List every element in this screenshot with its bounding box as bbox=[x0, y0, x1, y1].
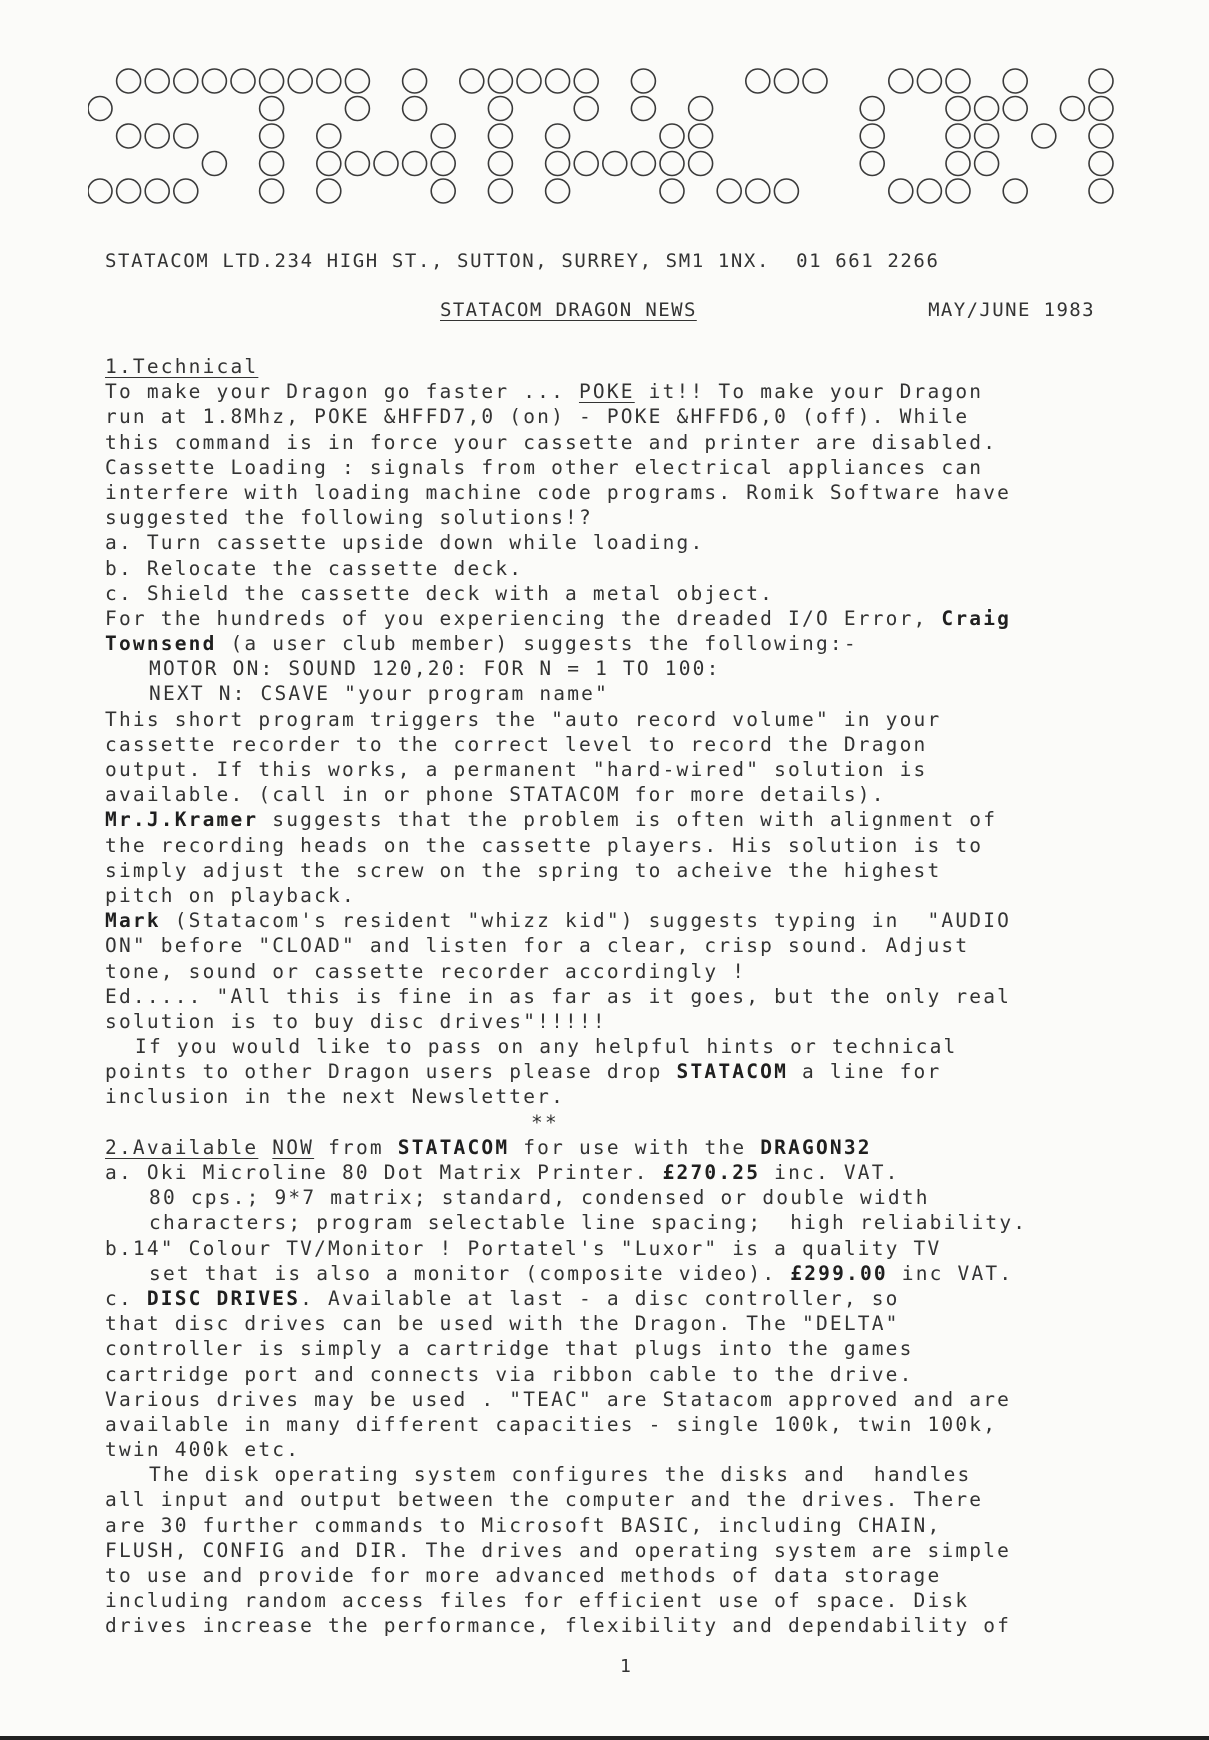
logo-dot bbox=[403, 152, 427, 176]
logo-dot bbox=[631, 69, 655, 93]
code-line: NEXT N: CSAVE "your program name" bbox=[149, 682, 610, 706]
logo-dot bbox=[403, 97, 427, 121]
text-line: Cassette Loading : signals from other electrical appliances can bbox=[105, 455, 984, 479]
text-line: controller is simply a cartridge that plugs into the games bbox=[105, 1337, 914, 1361]
logo-dot bbox=[803, 69, 827, 93]
logo-dot bbox=[431, 152, 455, 176]
section-heading-available: 2.Available NOW from STATACOM for use with the DRAGON32 bbox=[105, 1135, 872, 1159]
logo-dot bbox=[631, 152, 655, 176]
text-line: For the hundreds of you experiencing the dreaded I/O Error, Craig bbox=[105, 606, 1012, 630]
logo-dot bbox=[975, 152, 999, 176]
logo-dot bbox=[774, 69, 798, 93]
logo-dot bbox=[946, 124, 970, 148]
text-line: that disc drives can be used with the Dragon. The "DELTA" bbox=[105, 1312, 900, 1336]
text-line: all input and output between the computer and the drives. There bbox=[105, 1488, 984, 1512]
logo-dot bbox=[488, 69, 512, 93]
logo-dot bbox=[889, 69, 913, 93]
logo-dot bbox=[946, 69, 970, 93]
text-line: set that is also a monitor (composite video). £299.00 inc VAT. bbox=[149, 1261, 1014, 1285]
text-line: suggested the following solutions!? bbox=[105, 506, 593, 530]
text-line: inclusion in the next Newsletter. bbox=[105, 1085, 566, 1109]
newsletter-title-row bbox=[105, 299, 1095, 329]
logo-dot bbox=[1060, 97, 1084, 121]
logo-dot bbox=[317, 179, 341, 203]
logo-dot bbox=[975, 97, 999, 121]
logo-dot bbox=[345, 152, 369, 176]
text-line: this command is in force your cassette and printer are disabled. bbox=[105, 430, 998, 454]
logo-dot bbox=[1003, 69, 1027, 93]
logo-dot bbox=[546, 152, 570, 176]
logo-dot bbox=[317, 152, 341, 176]
logo-dot bbox=[88, 97, 112, 121]
product-item-monitor: b.14" Colour TV/Monitor ! Portatel's "Luxor" is a quality TV bbox=[105, 1236, 942, 1260]
logo-dot bbox=[317, 124, 341, 148]
text-line: including random access files for efficient use of space. Disk bbox=[105, 1589, 970, 1613]
company-address-line bbox=[105, 250, 940, 272]
text-line: solution is to buy disc drives"!!!!! bbox=[105, 1009, 607, 1033]
logo-dot bbox=[260, 97, 284, 121]
logo-dot bbox=[689, 152, 713, 176]
text-line: Mark (Statacom's resident "whizz kid") suggests typing in "AUDIO bbox=[105, 909, 1012, 933]
logo-dot bbox=[488, 179, 512, 203]
logo-dot bbox=[746, 179, 770, 203]
logo-dot bbox=[946, 97, 970, 121]
logo-dot bbox=[917, 69, 941, 93]
logo-dot bbox=[546, 69, 570, 93]
issue-date: MAY/JUNE 1983 bbox=[928, 299, 1095, 321]
text-line: characters; program selectable line spacing; high reliability. bbox=[149, 1211, 1028, 1235]
text-line: Mr.J.Kramer suggests that the problem is often with alignment of bbox=[105, 808, 998, 832]
logo-dot bbox=[260, 152, 284, 176]
text-line: This short program triggers the "auto record volume" in your bbox=[105, 707, 942, 731]
text-line: twin 400k etc. bbox=[105, 1438, 301, 1462]
statacom-dot-matrix-logo bbox=[88, 68, 1128, 218]
logo-dot bbox=[603, 152, 627, 176]
logo-dot bbox=[546, 179, 570, 203]
text-line: simply adjust the screw on the spring to acheive the highest bbox=[105, 858, 942, 882]
text-line: Various drives may be used . "TEAC" are Statacom approved and are bbox=[105, 1387, 1012, 1411]
text-line: the recording heads on the cassette players. His solution is to bbox=[105, 833, 984, 857]
section-heading-technical: 1.Technical bbox=[105, 355, 259, 378]
logo-dot bbox=[631, 97, 655, 121]
logo-dot bbox=[145, 124, 169, 148]
logo-dot bbox=[546, 124, 570, 148]
text-line: The disk operating system configures the disks and handles bbox=[149, 1463, 972, 1487]
logo-dot bbox=[174, 179, 198, 203]
text-line: run at 1.8Mhz, POKE &HFFD7,0 (on) - POKE &HFFD6,0 (off). While bbox=[105, 405, 970, 429]
list-item: a. Turn cassette upside down while loading. bbox=[105, 531, 705, 555]
logo-dot bbox=[660, 152, 684, 176]
list-item: c. Shield the cassette deck with a metal object. bbox=[105, 581, 775, 605]
newsletter-body bbox=[105, 354, 1105, 1639]
logo-dot bbox=[88, 179, 112, 203]
logo-dot bbox=[345, 69, 369, 93]
text-line: cartridge port and connects via ribbon cable to the drive. bbox=[105, 1362, 914, 1386]
logo-dot bbox=[317, 69, 341, 93]
logo-dot bbox=[517, 69, 541, 93]
logo-dot bbox=[374, 152, 398, 176]
logo-dot bbox=[202, 152, 226, 176]
logo-dot bbox=[260, 179, 284, 203]
logo-dot bbox=[288, 69, 312, 93]
logo-dot bbox=[660, 124, 684, 148]
logo-dot bbox=[174, 124, 198, 148]
logo-dot bbox=[403, 69, 427, 93]
logo-dot bbox=[860, 124, 884, 148]
logo-dot bbox=[860, 152, 884, 176]
text-line: available in many different capacities - single 100k, twin 100k, bbox=[105, 1412, 998, 1436]
company-address: 234 HIGH ST., SUTTON, SURREY, SM1 1NX. bbox=[274, 250, 770, 272]
logo-dot bbox=[889, 179, 913, 203]
logo-dot bbox=[975, 124, 999, 148]
logo-dot bbox=[1089, 97, 1113, 121]
logo-dot bbox=[202, 69, 226, 93]
logo-dot bbox=[145, 179, 169, 203]
text-line: If you would like to pass on any helpful hints or technical bbox=[135, 1035, 958, 1059]
text-line: Ed..... "All this is fine in as far as it goes, but the only real bbox=[105, 984, 1012, 1008]
text-line: available. (call in or phone STATACOM for more details). bbox=[105, 783, 886, 807]
logo-dot bbox=[431, 124, 455, 148]
text-line: To make your Dragon go faster ... POKE it!! To make your Dragon bbox=[105, 380, 984, 404]
logo-dot bbox=[574, 69, 598, 93]
logo-dot bbox=[431, 179, 455, 203]
company-name: STATACOM LTD. bbox=[105, 250, 275, 272]
section-separator: ** bbox=[531, 1110, 559, 1134]
text-line: FLUSH, CONFIG and DIR. The drives and operating system are simple bbox=[105, 1538, 1012, 1562]
text-line: drives increase the performance, flexibility and dependability of bbox=[105, 1614, 1012, 1638]
logo-dot bbox=[488, 97, 512, 121]
text-line: ON" before "CLOAD" and listen for a clear, crisp sound. Adjust bbox=[105, 934, 970, 958]
logo-dot bbox=[488, 124, 512, 148]
logo-dot bbox=[1089, 152, 1113, 176]
logo-dot bbox=[717, 179, 741, 203]
logo-dot bbox=[1089, 69, 1113, 93]
list-item: b. Relocate the cassette deck. bbox=[105, 556, 524, 580]
logo-dot bbox=[860, 97, 884, 121]
logo-dot bbox=[660, 179, 684, 203]
text-line: output. If this works, a permanent "hard-wired" solution is bbox=[105, 758, 928, 781]
logo-dot bbox=[774, 179, 798, 203]
product-item-printer: a. Oki Microline 80 Dot Matrix Printer. £270.25 inc. VAT. bbox=[105, 1161, 900, 1184]
logo-dot bbox=[117, 69, 141, 93]
logo-dot bbox=[746, 69, 770, 93]
logo-dot bbox=[689, 97, 713, 121]
text-line: pitch on playback. bbox=[105, 883, 356, 907]
logo-dot bbox=[117, 179, 141, 203]
company-phone: 01 661 2266 bbox=[796, 250, 940, 272]
text-line: Townsend (a user club member) suggests the following:- bbox=[105, 632, 858, 656]
logo-dot bbox=[117, 124, 141, 148]
text-line: are 30 further commands to Microsoft BASIC, including CHAIN, bbox=[105, 1513, 942, 1537]
logo-dot bbox=[946, 179, 970, 203]
logo-dot bbox=[231, 69, 255, 93]
page-number: 1 bbox=[620, 1656, 631, 1677]
logo-dot bbox=[689, 124, 713, 148]
logo-dot bbox=[574, 152, 598, 176]
logo-dot bbox=[145, 69, 169, 93]
logo-dot bbox=[174, 69, 198, 93]
logo-dot bbox=[1089, 124, 1113, 148]
text-line: points to other Dragon users please drop STATACOM a line for bbox=[105, 1060, 942, 1084]
logo-dot bbox=[946, 152, 970, 176]
logo-dot bbox=[1003, 179, 1027, 203]
logo-dot bbox=[345, 97, 369, 121]
code-line: MOTOR ON: SOUND 120,20: FOR N = 1 TO 100: bbox=[149, 657, 721, 681]
text-line: 80 cps.; 9*7 matrix; standard, condensed or double width bbox=[149, 1186, 930, 1210]
text-line: to use and provide for more advanced methods of data storage bbox=[105, 1564, 942, 1587]
logo-dot bbox=[1089, 179, 1113, 203]
logo-dot bbox=[460, 69, 484, 93]
scan-edge-line bbox=[0, 1736, 1209, 1740]
text-line: tone, sound or cassette recorder accordingly ! bbox=[105, 959, 747, 983]
logo-dot bbox=[1003, 97, 1027, 121]
statacom-logo-graphic bbox=[88, 68, 1128, 218]
logo-dot bbox=[917, 179, 941, 203]
newsletter-title: STATACOM DRAGON NEWS bbox=[440, 299, 697, 321]
text-line: cassette recorder to the correct level to record the Dragon bbox=[105, 732, 928, 756]
logo-dot bbox=[260, 69, 284, 93]
text-line: interfere with loading machine code programs. Romik Software have bbox=[105, 480, 1012, 504]
logo-dot bbox=[1032, 124, 1056, 148]
logo-dot bbox=[488, 152, 512, 176]
product-item-disc-drives: c. DISC DRIVES. Available at last - a disc controller, so bbox=[105, 1286, 900, 1310]
logo-dot bbox=[260, 124, 284, 148]
logo-dot bbox=[574, 97, 598, 121]
